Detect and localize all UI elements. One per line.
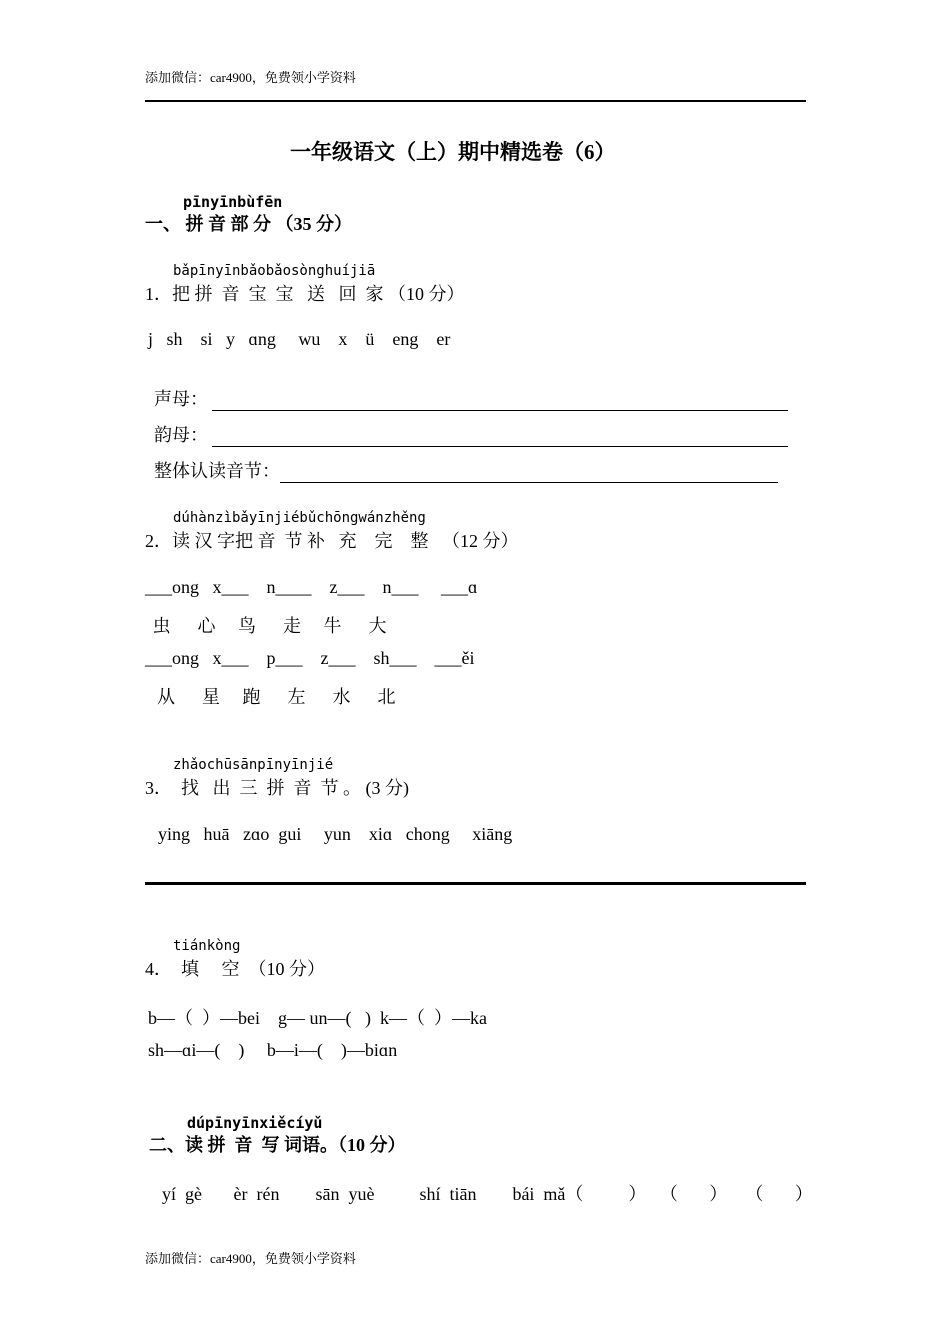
q2-pinyin: dúhànzìbǎyīnjiébǔchōngwánzhěng [173,510,426,526]
q4-heading: 4． 填 空 （10 分） [145,959,325,979]
q2-row1-pinyin: ___ong x___ n____ z___ n___ ___ɑ [145,577,478,597]
q3-pinyin: zhǎochūsānpīnyīnjié [173,757,334,773]
header-rule [145,100,806,102]
q1-row-label: 整体认读音节： [154,461,280,481]
answer-blank[interactable] [280,464,778,483]
q2-row1-chars: 虫 心 鸟 走 牛 大 [148,616,387,636]
q4-pinyin: tiánkòng [173,938,241,954]
q1-row-whole [145,436,778,483]
q3-heading: 3． 找 出 三 拼 音 节 。 (3 分) [145,778,409,798]
page-footer: 添加微信：car4900，免费领小学资料 [145,1251,356,1266]
section2-heading: 二、读 拼 音 写 词语。（10 分） [149,1135,406,1155]
q2-row2-chars: 从 星 跑 左 水 北 [148,687,396,707]
q1-pinyin: bǎpīnyīnbǎobǎosònghuíjiā [173,263,376,279]
section1-heading: 一、 拼 音 部 分 （35 分） [145,214,352,234]
q3-words: ying huā zɑo gui yun xiɑ chong xiāng [158,824,513,844]
q2-heading: 2．读 汉 字把 音 节 补 充 完 整 （12 分） [145,531,519,551]
divider-rule [145,882,806,885]
page-title: 一年级语文（上）期中精选卷（6） [290,140,616,164]
section2-words: yí gè èr rén sān yuè shí tiān bái mǎ（ ） （ ） （ ） [162,1184,813,1204]
q1-heading: 1．把 拼 音 宝 宝 送 回 家 （10 分） [145,284,465,304]
section2-pinyin: dúpīnyīnxiěcíyǔ [187,1114,323,1132]
q1-row-label: 声母： [154,389,208,409]
q1-row-label: 韵母： [154,425,208,445]
page-header: 添加微信：car4900，免费领小学资料 [145,70,356,85]
q2-row2-pinyin: ___ong x___ p___ z___ sh___ ___ěi [145,648,475,668]
section1-pinyin: pīnyīnbùfēn [183,193,283,211]
q4-row2: sh—ɑi—( ) b—i—( )—biɑn [148,1040,398,1060]
q4-row1: b—（ ）—bei g— un—( ) k—（ ）—ka [148,1008,487,1028]
q1-letters: j sh si y ɑng wu x ü eng er [148,329,451,349]
